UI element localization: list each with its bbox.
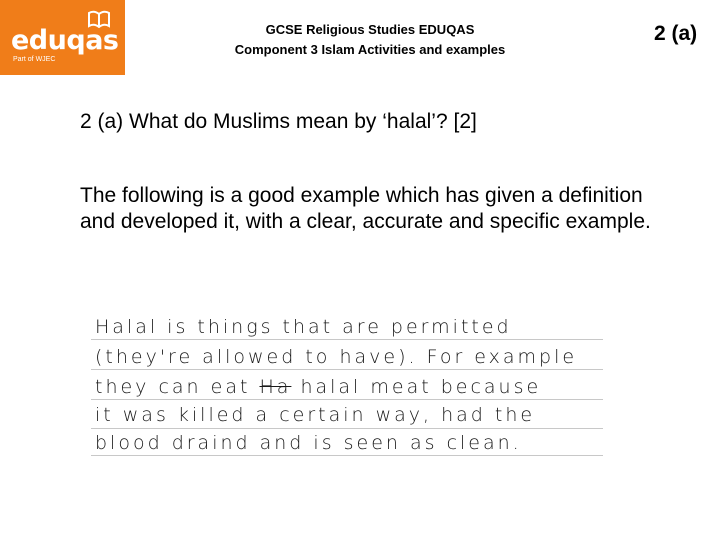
- ruled-line: [91, 339, 603, 340]
- handwriting-line: (they're allowed to have). For example: [95, 346, 578, 368]
- handwriting-line: it was killed a certain way, had the: [95, 404, 536, 426]
- handwriting-segment: they can eat: [95, 376, 260, 398]
- handwriting-line: [95, 376, 541, 398]
- eduqas-logo: [0, 0, 125, 75]
- handwriting-segment: halal meat because: [291, 376, 542, 398]
- logo-subtext: Part of WJEC: [13, 56, 56, 63]
- explanation-text: The following is a good example which has given a definition and developed it, with a clear, accurate and specific example.: [80, 184, 651, 233]
- slide-tag: 2 (a): [654, 22, 698, 45]
- slide-header: [180, 20, 560, 60]
- ruled-line: [91, 399, 603, 400]
- handwritten-answer: [83, 309, 603, 464]
- ruled-line: [91, 455, 603, 456]
- handwriting-line: blood draind and is seen as clean.: [95, 432, 522, 454]
- header-line-2: Component 3 Islam Activities and examples: [234, 42, 506, 57]
- logo-wordmark: eduqas: [11, 25, 119, 56]
- header-line-1: GCSE Religious Studies EDUQAS: [265, 22, 475, 37]
- ruled-line: [91, 369, 603, 370]
- handwriting-line: Halal is things that are permitted: [95, 316, 512, 338]
- crossed-out-text: Ha: [259, 376, 292, 398]
- ruled-line: [91, 428, 603, 429]
- question-text: 2 (a) What do Muslims mean by ‘halal’? [2]: [80, 110, 477, 133]
